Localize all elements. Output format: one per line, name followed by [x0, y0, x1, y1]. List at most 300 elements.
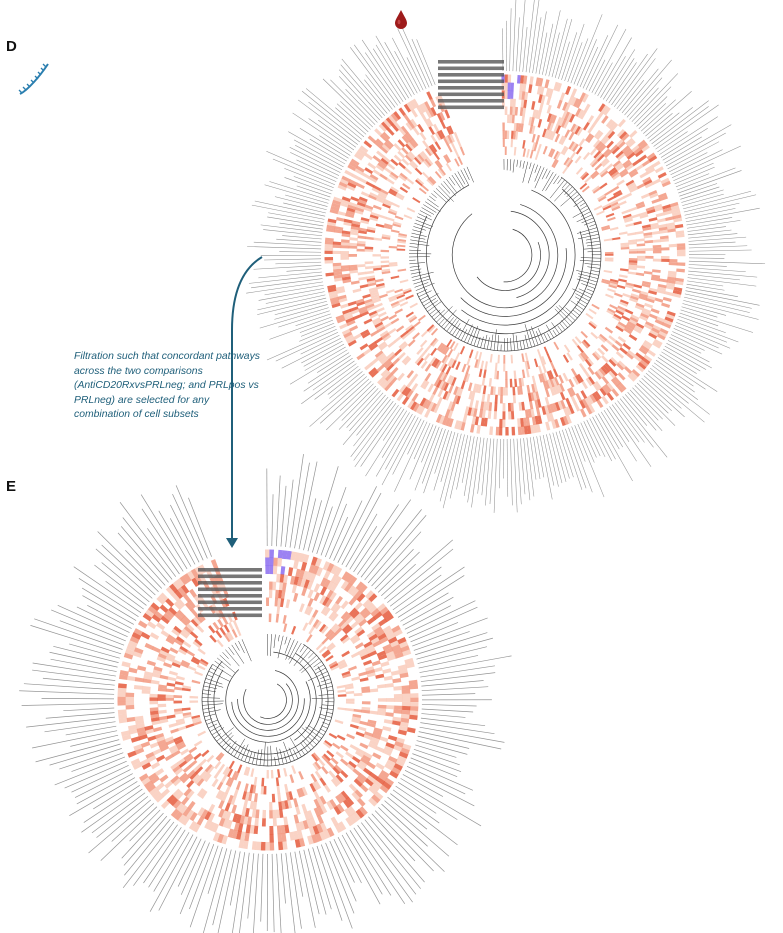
heatmap-cell: [591, 304, 599, 310]
heatmap-cell: [269, 550, 274, 559]
heatmap-cell: [190, 631, 198, 639]
pathway-label: [683, 191, 751, 209]
pathway-label: [30, 625, 121, 653]
dendrogram-leaf: [412, 272, 434, 277]
heatmap-cell: [605, 294, 614, 299]
heatmap-cell: [550, 361, 555, 370]
pathway-label: [121, 526, 168, 582]
heatmap-cell: [126, 697, 135, 701]
heatmap-cell: [295, 806, 301, 815]
heatmap-cell: [665, 216, 674, 221]
heatmap-cell: [590, 332, 598, 339]
heatmap-cell: [158, 710, 167, 714]
pathway-label: [384, 540, 452, 599]
dendrogram-leaf: [215, 661, 225, 668]
pathway-label: [130, 810, 161, 841]
dendrogram-leaf: [434, 310, 445, 320]
pathway-label: [265, 185, 329, 204]
heatmap-cell: [270, 842, 275, 851]
heatmap-cell: [503, 387, 506, 396]
heatmap-cell: [535, 151, 539, 160]
heatmap-cell: [644, 240, 653, 243]
heatmap-cell: [526, 369, 530, 378]
heatmap-cell: [446, 163, 452, 171]
heatmap-cell: [475, 400, 479, 409]
heatmap-cell: [293, 560, 299, 569]
pathway-label: [269, 317, 331, 339]
heatmap-cell: [480, 361, 484, 370]
pathway-label: [559, 431, 573, 477]
heatmap-cell: [580, 408, 587, 417]
ring-legend-entry: [198, 614, 262, 618]
heatmap-cell: [406, 178, 414, 185]
heatmap-cell: [365, 261, 374, 264]
heatmap-cell: [360, 284, 369, 288]
heatmap-cell: [655, 166, 664, 173]
heatmap-cell: [386, 217, 395, 222]
heatmap-cell: [412, 393, 419, 402]
heatmap-cell: [407, 370, 414, 378]
heatmap-cell: [391, 318, 399, 324]
heatmap-cell: [379, 294, 388, 299]
heatmap-cell: [402, 689, 411, 694]
heatmap-cell: [632, 289, 641, 294]
pathway-label: [519, 0, 525, 72]
dendrogram-leaf: [220, 655, 231, 665]
panel-d-label: D: [6, 38, 17, 55]
dendrogram-leaf: [275, 757, 276, 765]
pathway-label: [248, 853, 254, 918]
heatmap-cell: [469, 399, 474, 408]
pathway-label: [527, 438, 534, 497]
heatmap-cell: [623, 343, 631, 350]
pathway-label: [421, 714, 465, 718]
heatmap-cell: [138, 620, 148, 628]
heatmap-cell: [393, 709, 402, 714]
heatmap-cell: [545, 388, 550, 397]
heatmap-cell: [514, 378, 517, 387]
heatmap-cell: [633, 284, 642, 288]
pathway-label: [93, 781, 137, 808]
pathway-label: [443, 434, 461, 508]
dendrogram-leaf: [580, 206, 587, 210]
pathway-label: [272, 494, 273, 546]
dendrogram-leaf: [420, 295, 429, 300]
heatmap-cell: [269, 590, 272, 599]
dendrogram-leaf: [559, 305, 575, 320]
heatmap-cell: [479, 368, 483, 377]
heatmap-cell: [333, 242, 342, 246]
heatmap-cell: [427, 384, 434, 393]
pathway-label: [577, 39, 597, 85]
pathway-label: [635, 385, 675, 425]
heatmap-cell: [433, 152, 440, 160]
heatmap-cell: [487, 394, 491, 403]
heatmap-cell: [531, 101, 535, 110]
heatmap-cell: [618, 336, 626, 343]
dendrogram-leaf: [301, 749, 305, 755]
heatmap-cell: [413, 127, 420, 136]
heatmap-cell: [254, 817, 258, 826]
pathway-label: [368, 817, 424, 882]
heatmap-cell: [415, 168, 423, 175]
pathway-label: [601, 412, 623, 447]
heatmap-cell: [345, 708, 354, 711]
heatmap-cell: [199, 759, 207, 767]
pathway-label: [281, 853, 285, 903]
pathway-label: [523, 27, 527, 72]
heatmap-cell: [365, 247, 374, 250]
dendrogram-leaf: [564, 187, 572, 195]
heatmap-cell: [375, 674, 384, 679]
heatmap-cell: [468, 382, 473, 391]
dendrogram-leaf: [452, 175, 461, 188]
heatmap-cell: [425, 373, 432, 382]
heatmap-cell: [363, 660, 372, 666]
pathway-label: [275, 262, 321, 264]
heatmap-cell: [508, 411, 511, 420]
pathway-label: [70, 735, 118, 746]
pathway-label: [376, 45, 409, 98]
pathway-label: [275, 197, 327, 210]
heatmap-cell: [350, 196, 359, 202]
pathway-label: [417, 39, 436, 84]
heatmap-cell: [653, 245, 662, 248]
heatmap-cell: [614, 293, 623, 298]
pathway-label: [652, 365, 698, 399]
heatmap-cell: [398, 269, 407, 272]
heatmap-cell: [404, 214, 413, 219]
pathway-label: [294, 176, 333, 190]
heatmap-cell: [350, 724, 359, 729]
heatmap-cell: [544, 79, 549, 88]
heatmap-cell: [637, 251, 646, 254]
dendrogram-leaf: [260, 749, 262, 765]
heatmap-cell: [306, 634, 313, 642]
pathway-label: [357, 500, 410, 575]
pathway-label: [688, 278, 757, 287]
heatmap-cell: [299, 603, 305, 612]
pathway-label: [60, 621, 124, 645]
heatmap-cell: [256, 842, 261, 851]
heatmap-cell: [607, 217, 616, 222]
dendrogram-leaf: [222, 652, 228, 658]
pathway-label: [619, 80, 643, 111]
heatmap-cell: [231, 805, 237, 814]
dendrogram-leaf: [510, 338, 511, 351]
dendrogram-leaf: [423, 205, 436, 213]
heatmap-cell: [351, 676, 360, 681]
pathway-label: [147, 528, 179, 574]
heatmap-cell: [378, 214, 387, 219]
heatmap-cell: [359, 721, 368, 726]
heatmap-cell: [562, 166, 568, 174]
pathway-label: [689, 268, 746, 272]
panel-e-circular-heatmap: [19, 454, 511, 933]
filtration-note: Filtration such that concordant pathways across the two comparisons (AntiCD20RxvsPRLneg; and PRLpos vs PRLneg) are selected for any combination of cell subsets: [74, 351, 260, 420]
heatmap-cell: [589, 308, 597, 314]
pathway-label: [634, 87, 671, 124]
heatmap-cell: [560, 92, 566, 101]
heatmap-cell: [488, 410, 492, 419]
heatmap-cell: [527, 385, 531, 394]
pathway-label: [338, 837, 361, 883]
heatmap-cell: [649, 217, 658, 222]
heatmap-cell: [511, 139, 514, 148]
heatmap-cell: [254, 777, 258, 786]
pathway-label: [97, 796, 148, 837]
pathway-label: [687, 217, 733, 225]
heatmap-cell: [594, 205, 602, 211]
pathway-label: [276, 239, 321, 242]
dendrogram-leaf: [586, 241, 600, 243]
pathway-label: [688, 234, 737, 239]
pathway-label: [409, 607, 478, 637]
heatmap-cell: [405, 295, 414, 300]
pathway-label: [575, 425, 604, 497]
pathway-label: [516, 17, 519, 71]
heatmap-cell: [374, 303, 383, 308]
heatmap-cell: [208, 625, 215, 633]
heatmap-cell: [315, 771, 322, 780]
heatmap-cell: [354, 693, 363, 696]
heatmap-cell: [411, 373, 418, 381]
heatmap-cell: [135, 677, 144, 682]
dendrogram-leaf: [517, 160, 518, 167]
pathway-label: [396, 567, 465, 614]
heatmap-cell: [583, 122, 590, 131]
dendrogram-leaf: [535, 166, 541, 182]
heatmap-cell: [252, 841, 257, 850]
heatmap-cell: [387, 127, 395, 135]
pathway-label: [284, 177, 331, 194]
heatmap-cell: [359, 743, 368, 750]
heatmap-cell: [262, 810, 266, 819]
heatmap-cell: [437, 397, 443, 406]
dendrogram-leaf: [573, 310, 580, 315]
heatmap-cell: [503, 131, 505, 140]
dendrogram-leaf: [411, 236, 425, 239]
heatmap-cell: [580, 390, 587, 399]
pathway-label: [419, 655, 478, 668]
pathway-label: [628, 392, 663, 431]
heatmap-cell: [432, 386, 438, 395]
dendrogram-leaf: [271, 746, 272, 766]
heatmap-cell: [364, 167, 373, 174]
heatmap-cell: [190, 696, 199, 699]
heatmap-cell: [364, 153, 373, 160]
heatmap-cell: [629, 258, 638, 261]
pathway-label: [362, 40, 403, 102]
heatmap-cell: [269, 802, 272, 811]
pathway-label: [310, 376, 367, 426]
dendrogram-leaf: [412, 233, 427, 237]
dendrogram-leaf: [546, 325, 554, 338]
dendrogram-leaf: [202, 694, 211, 695]
pathway-label: [499, 439, 500, 488]
pathway-label: [285, 480, 293, 547]
heatmap-cell: [500, 387, 503, 396]
pathway-label: [533, 17, 541, 73]
dendrogram-leaf: [430, 310, 436, 315]
heatmap-cell: [158, 694, 167, 698]
heatmap-cell: [605, 252, 614, 254]
heatmap-cell: [360, 677, 369, 682]
heatmap-cell: [394, 698, 403, 702]
pathway-label: [45, 722, 116, 732]
heatmap-cell: [381, 256, 390, 258]
heatmap-cell: [356, 183, 365, 189]
heatmap-cell: [142, 686, 151, 691]
heatmap-cell: [269, 826, 273, 835]
heatmap-cell: [160, 675, 169, 680]
heatmap-cell: [411, 109, 418, 118]
heatmap-cell: [421, 330, 429, 337]
pathway-label: [326, 843, 354, 914]
pathway-label: [684, 195, 756, 212]
heatmap-cell: [386, 178, 394, 185]
heatmap-cell: [337, 211, 346, 216]
pathway-label: [517, 439, 521, 505]
pathway-label: [639, 103, 666, 128]
heatmap-cell: [395, 215, 404, 220]
heatmap-cell: [176, 676, 185, 681]
heatmap-cell: [606, 213, 615, 218]
pathway-label: [59, 748, 122, 769]
heatmap-cell: [412, 197, 420, 203]
heatmap-cell: [320, 586, 327, 595]
heatmap-cell: [288, 567, 293, 576]
heatmap-cell: [676, 268, 685, 272]
dendrogram-leaf: [510, 159, 511, 171]
heatmap-cell: [505, 106, 508, 115]
pathway-label: [317, 353, 349, 373]
heatmap-cell: [579, 363, 586, 371]
heatmap-cell: [496, 427, 500, 436]
pathway-label: [178, 839, 201, 887]
pathway-label: [249, 275, 322, 283]
pathway-label: [102, 545, 156, 595]
ring-legend-entry: [198, 588, 262, 592]
pathway-label: [642, 378, 685, 417]
heatmap-cell: [653, 248, 662, 251]
ring-legend-entry: [198, 575, 262, 579]
pathway-label: [689, 242, 736, 245]
heatmap-cell: [553, 342, 559, 350]
pathway-label: [568, 42, 582, 82]
pathway-label: [254, 242, 321, 245]
heatmap-cell: [356, 731, 365, 737]
dendrogram-leaf: [546, 170, 550, 178]
heatmap-cell: [337, 685, 346, 689]
heatmap-cell: [553, 368, 559, 377]
heatmap-cell: [228, 622, 234, 631]
heatmap-cell: [532, 134, 536, 143]
heatmap-cell: [158, 704, 167, 708]
heatmap-cell: [361, 191, 370, 197]
dendrogram-leaf: [217, 658, 235, 673]
pathway-label: [422, 704, 477, 706]
heatmap-cell: [433, 124, 439, 133]
dendrogram-leaf: [416, 283, 435, 290]
dendrogram-leaf: [513, 159, 514, 172]
heatmap-cell: [349, 254, 358, 257]
pathway-label: [434, 431, 452, 490]
ring-legend-entry: [438, 99, 504, 103]
heatmap-cell: [483, 369, 487, 378]
pathway-label: [261, 225, 323, 233]
heatmap-cell: [627, 232, 636, 236]
dendrogram-leaf: [520, 160, 521, 167]
dendrogram-leaf: [554, 184, 570, 201]
dendrogram-leaf: [553, 330, 557, 336]
pathway-label: [669, 152, 707, 171]
heatmap-cell: [385, 712, 394, 717]
dendrogram-leaf: [560, 323, 565, 330]
heatmap-cell: [398, 139, 406, 147]
heatmap-cell: [384, 322, 393, 329]
heatmap-cell: [466, 357, 471, 366]
pathway-label: [252, 205, 325, 219]
pathway-label: [393, 790, 439, 823]
pathway-label: [361, 407, 402, 467]
pathway-label: [276, 476, 280, 547]
pathway-label: [676, 174, 709, 187]
heatmap-cell: [167, 715, 176, 719]
heatmap-cell: [388, 314, 397, 320]
pathway-label: [687, 220, 740, 228]
dendrogram-leaf: [587, 244, 600, 245]
dendrogram-leaf: [203, 690, 216, 692]
pathway-label: [644, 376, 682, 409]
dendrogram-leaf: [525, 324, 532, 347]
heatmap-cell: [225, 785, 231, 794]
heatmap-cell: [170, 728, 179, 733]
heatmap-cell: [505, 387, 508, 396]
pathway-label: [375, 549, 414, 589]
heatmap-cell: [333, 263, 342, 267]
heatmap-cell: [398, 298, 407, 303]
dendrogram-leaf: [256, 750, 259, 765]
dendrogram-leaf: [562, 182, 567, 188]
heatmap-cell: [213, 622, 220, 631]
heatmap-cell: [169, 671, 178, 676]
dendrogram-leaf: [409, 262, 425, 263]
heatmap-cell: [340, 745, 349, 752]
pathway-label: [686, 208, 760, 222]
heatmap-cell: [378, 698, 387, 702]
heatmap-cell: [510, 107, 513, 116]
heatmap-cell: [321, 766, 328, 774]
heatmap-cell: [391, 229, 400, 233]
heatmap-cell: [272, 794, 275, 803]
heatmap-cell: [537, 144, 542, 153]
dendrogram-leaf: [207, 720, 218, 724]
pathway-label: [657, 132, 687, 152]
heatmap-cell: [206, 755, 214, 763]
pathway-label: [420, 723, 494, 734]
ring-legend-entry: [198, 601, 262, 605]
dendrogram-leaf: [298, 731, 314, 748]
heatmap-cell: [391, 275, 400, 279]
heatmap-cell: [271, 770, 274, 779]
heatmap-cell: [500, 395, 503, 404]
heatmap-cell: [382, 668, 391, 674]
heatmap-cell: [396, 325, 404, 332]
heatmap-cell: [677, 246, 686, 250]
dendrogram-leaf: [535, 165, 538, 173]
pathway-label: [274, 304, 327, 319]
